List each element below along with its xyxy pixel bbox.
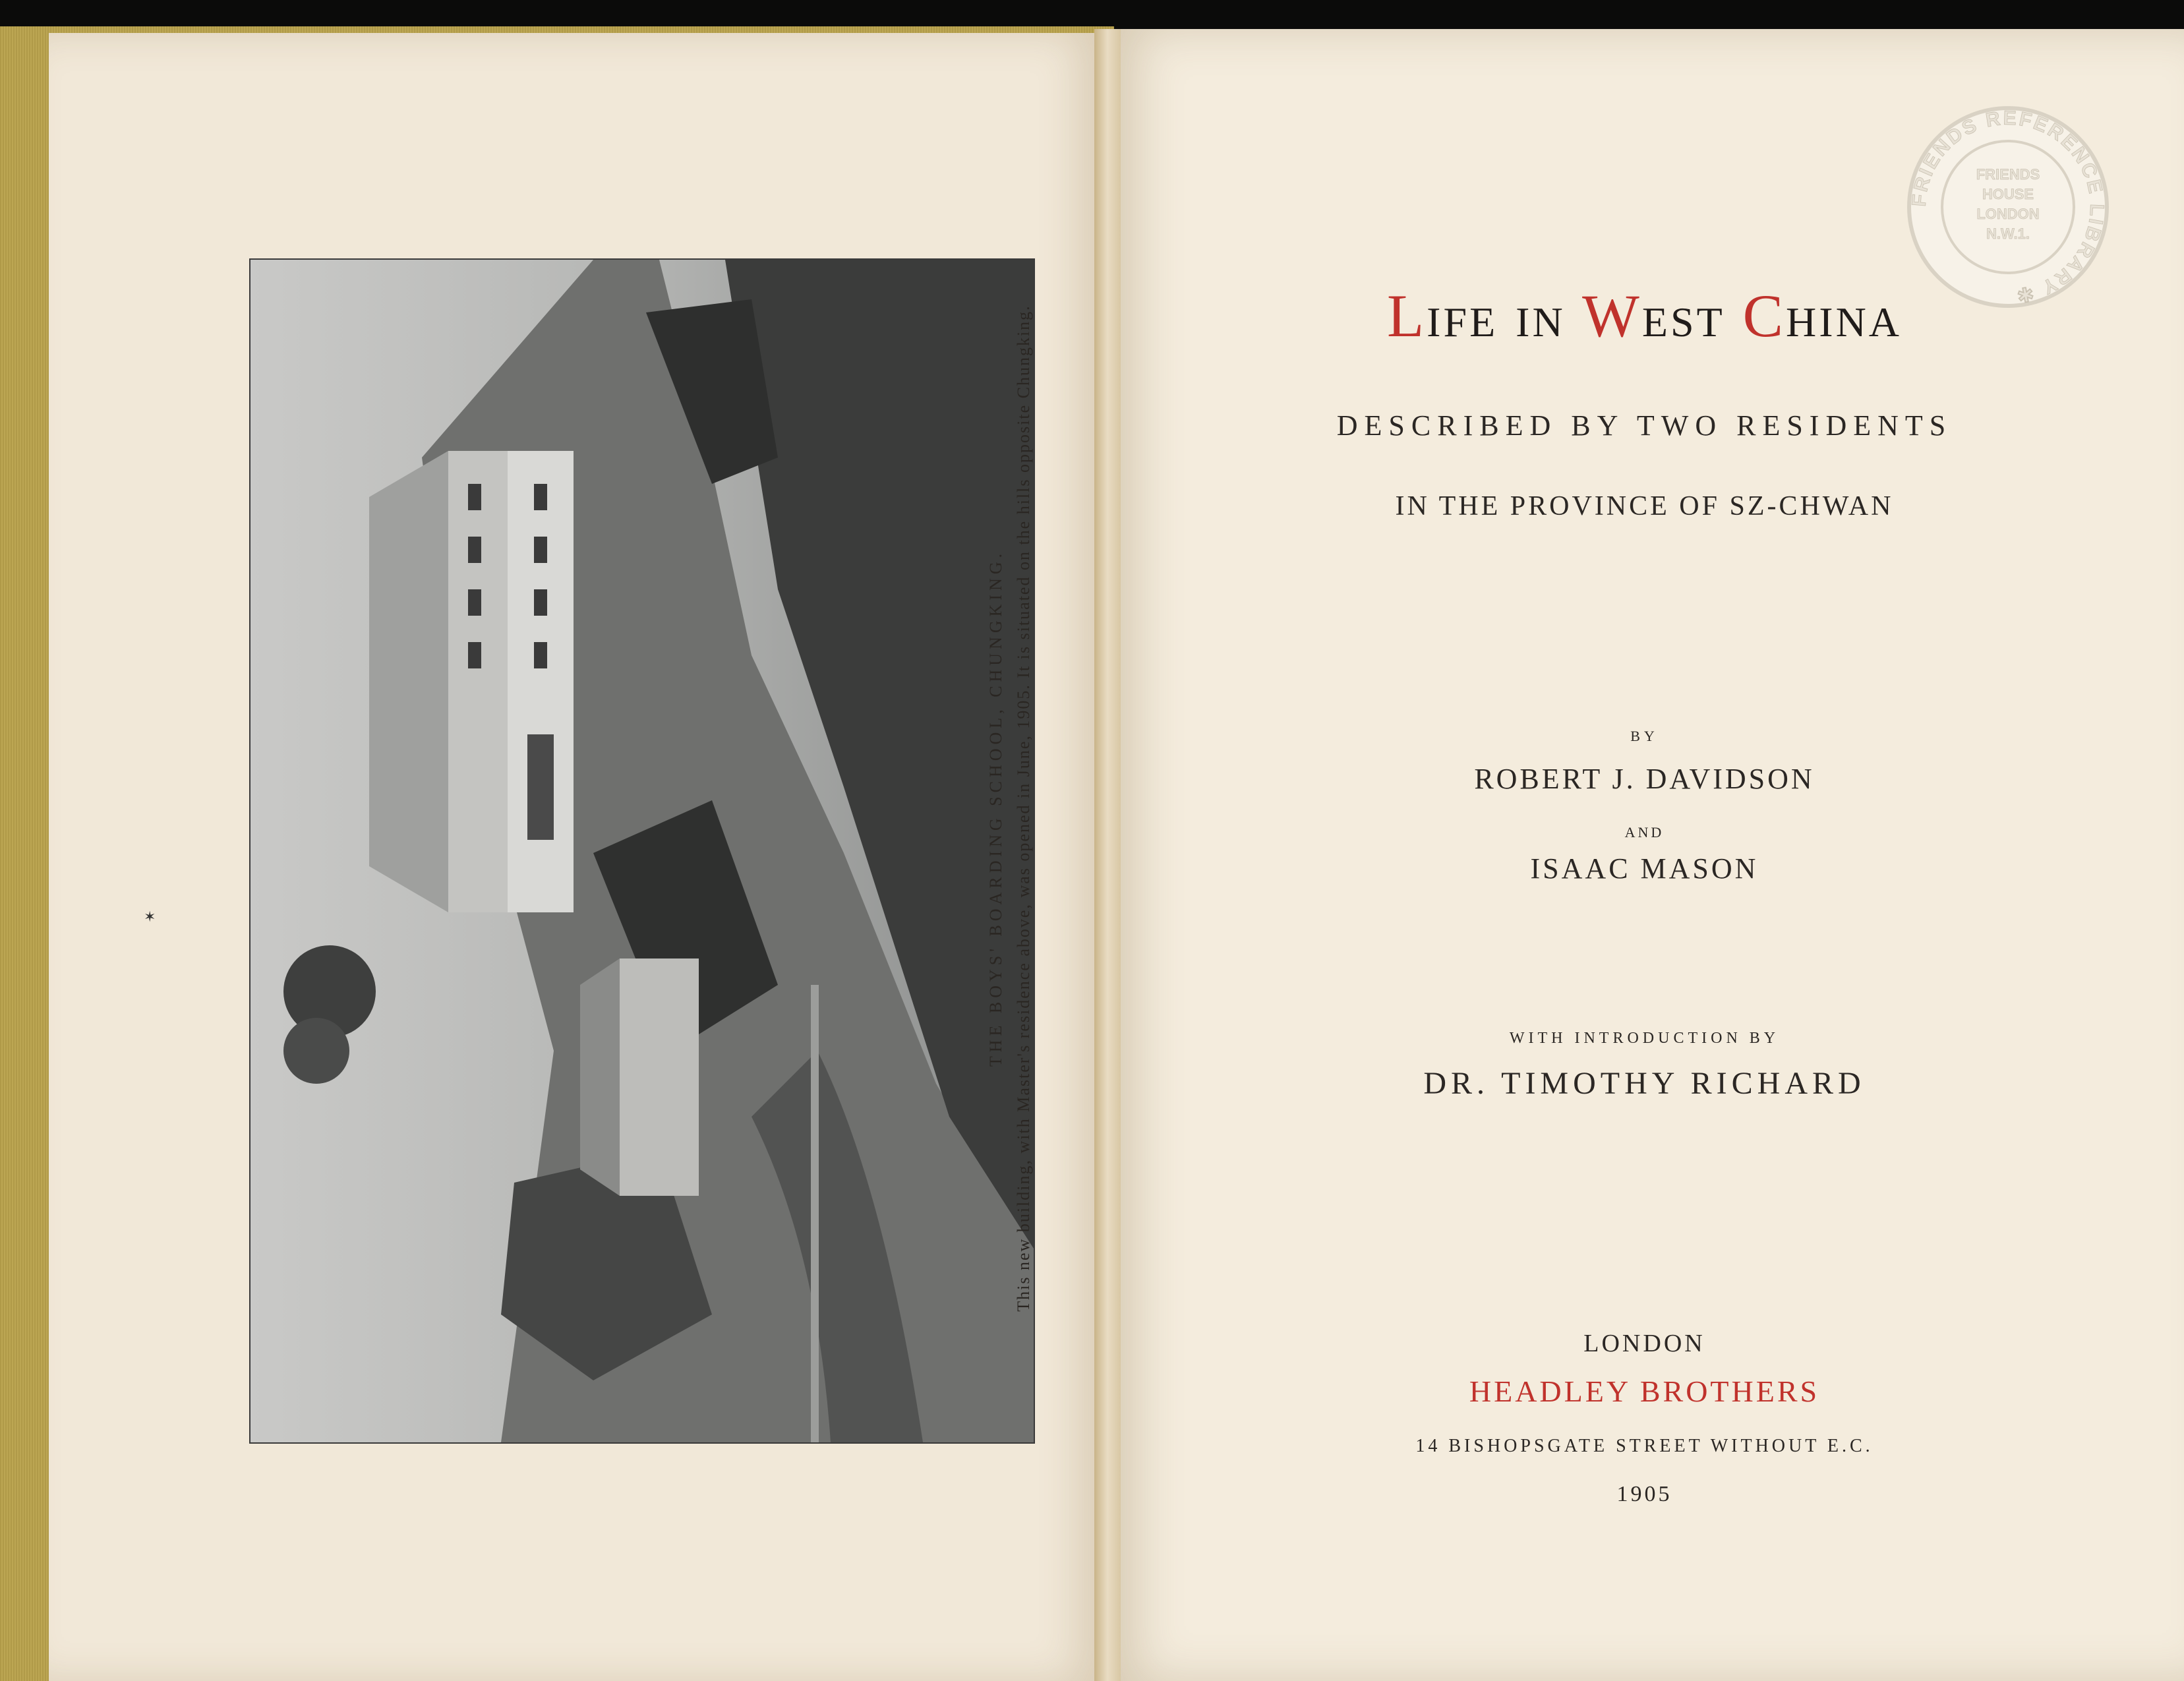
publisher-name: HEADLEY BROTHERS — [1469, 1374, 1820, 1408]
library-stamp-seal — [1903, 102, 2113, 312]
and-label: AND — [1624, 824, 1665, 840]
title-part-hina: hina — [1786, 282, 1903, 349]
page-mark-asterisk: ✶ — [144, 908, 156, 925]
svg-text:FRIENDS: FRIENDS — [1976, 166, 2040, 183]
caption-text: This new building, with Master's residence above, was opened in June, 1905. It is situated on the hills opposite Chungking. — [1014, 305, 1033, 1312]
caption-title: THE BOYS' BOARDING SCHOOL, CHUNGKING. — [986, 549, 1005, 1067]
introduction-author: DR. TIMOTHY RICHARD — [1423, 1066, 1866, 1101]
title-letter-l: L — [1386, 282, 1427, 349]
school-building — [369, 451, 574, 912]
title-part-ife-in: ife in — [1427, 282, 1583, 349]
title-letter-w: W — [1582, 282, 1642, 349]
author-1: ROBERT J. DAVIDSON — [1474, 763, 1815, 795]
svg-text:FRIENDS REFERENCE LIBRARY ✱: FRIENDS REFERENCE LIBRARY ✱ — [1908, 107, 2108, 307]
title-part-est: est — [1641, 282, 1743, 349]
by-label: BY — [1630, 728, 1659, 744]
publisher-address: 14 BISHOPSGATE STREET WITHOUT E.C. — [1415, 1436, 1874, 1456]
photo-illustration — [251, 260, 1034, 1442]
publication-year: 1905 — [1616, 1482, 1672, 1506]
svg-text:HOUSE: HOUSE — [1982, 186, 2034, 202]
author-2: ISAAC MASON — [1530, 852, 1759, 885]
title-letter-c: C — [1742, 282, 1786, 349]
lower-building — [580, 958, 699, 1196]
subtitle-line-1: DESCRIBED BY TWO RESIDENTS — [1336, 409, 1953, 442]
svg-text:LONDON: LONDON — [1976, 206, 2040, 222]
svg-text:N.W.1.: N.W.1. — [1986, 225, 2030, 242]
publication-place: LONDON — [1583, 1330, 1705, 1357]
photo-caption — [982, 221, 1048, 1395]
frontispiece-photo — [249, 258, 1035, 1444]
introduction-label: WITH INTRODUCTION BY — [1509, 1030, 1780, 1047]
subtitle-line-2: IN THE PROVINCE OF SZ-CHWAN — [1395, 491, 1894, 521]
